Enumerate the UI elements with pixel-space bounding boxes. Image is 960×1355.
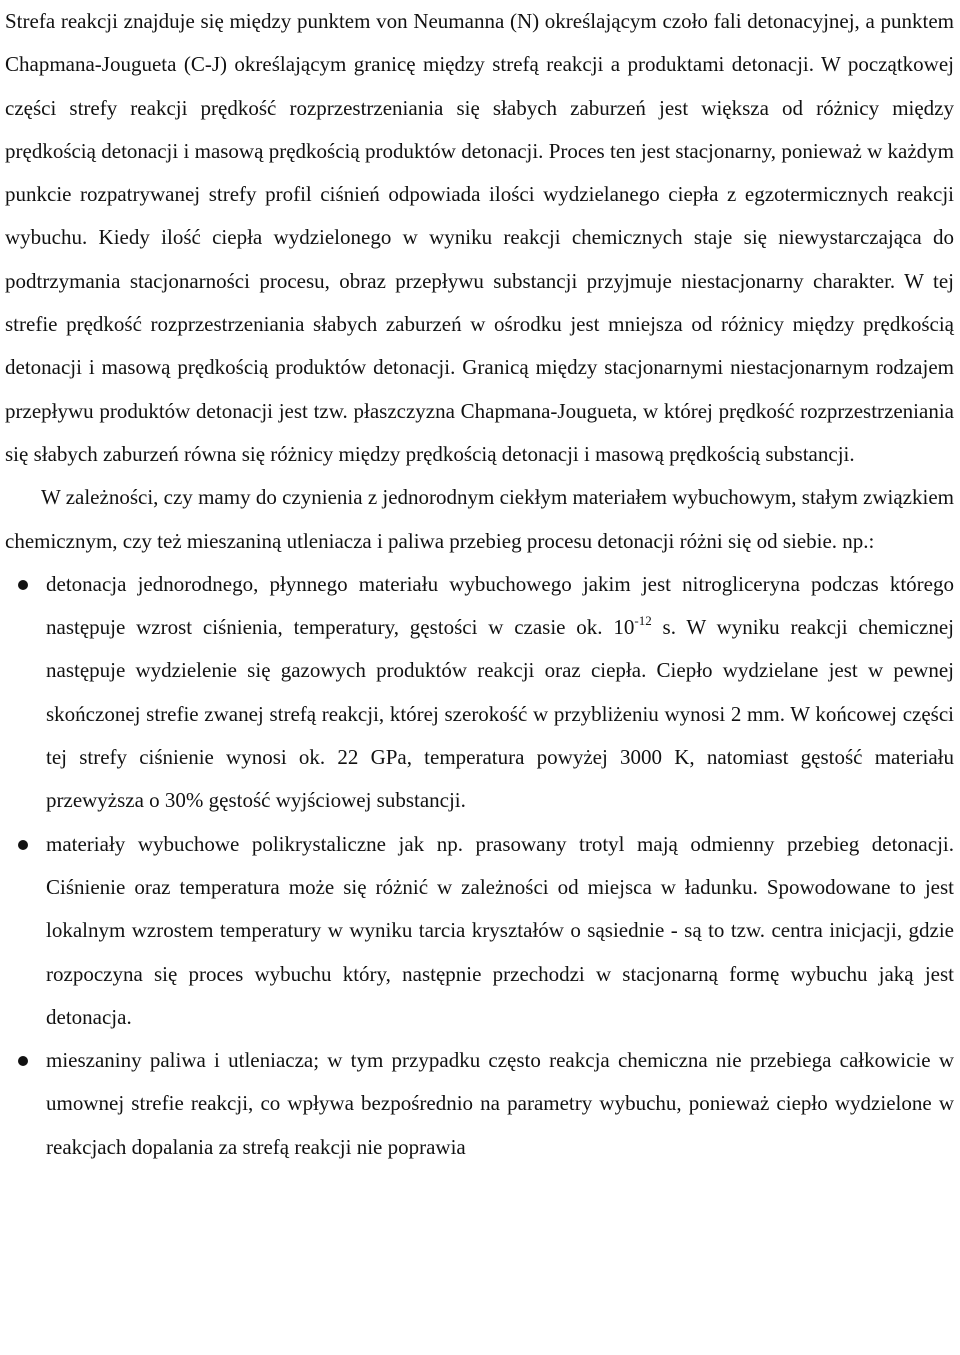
list-item-text: mieszaniny paliwa i utleniacza; w tym przypadku często reakcja chemiczna nie przebiega całkowicie w umownej strefie reakcji, co wpływa bezpośrednio na parametry wybuchu, ponieważ ciepło wydzielone w reakcjach dopalania za strefą reakcji nie poprawia [46,1048,954,1159]
bullet-dot-icon [18,840,28,850]
bullet-dot-icon [18,1056,28,1066]
list-item-polycrystalline [5,823,954,1039]
list-item-nitroglycerin [5,563,954,823]
bullet-list [5,563,954,1169]
list-item-fuel-oxidizer-mixtures [5,1039,954,1169]
exponent: -12 [634,613,652,629]
paragraph-detonation-types: W zależności, czy mamy do czynienia z jednorodnym ciekłym materiałem wybuchowym, stałym związkiem chemicznym, czy też mieszaniną utleniacza i paliwa przebieg procesu detonacji różni się od siebie. np.: [5,485,954,553]
bullet-dot-icon [18,580,28,590]
list-item-text: detonacja jednorodnego, płynnego materiału wybuchowego jakim jest nitrogliceryna podczas którego następuje wzrost ciśnienia, temperatury, gęstości w czasie ok. 10 [46,571,954,640]
list-item-text-continued: s. W wyniku reakcji chemicznej następuje wydzielenie się gazowych produktów reakcji oraz ciepła. Ciepło wydzielane jest w pewnej skończonej strefie zwanej strefą reakcji, której szerokość w przybliżeniu wynosi 2 mm. W końcowej części tej strefy ciśnienie wynosi ok. 22 GPa, temperatura powyżej 3000 K, natomiast gęstość materiału przewyższa o 30% gęstość wyjściowej substancji. [46,615,954,813]
list-item-text: materiały wybuchowe polikrystaliczne jak np. prasowany trotyl mają odmienny przebieg detonacji. Ciśnienie oraz temperatura może się różnić w zależności od miejsca w ładunku. Spowodowane to jest lokalnym wzrostem temperatury w wyniku tarcia kryształów o sąsiednie - są to tzw. centra inicjacji, gdzie rozpoczyna się proces wybuchu który, następnie przechodzi w stacjonarną formę wybuchu jaką jest detonacja. [46,831,954,1029]
paragraph-reaction-zone: Strefa reakcji znajduje się między punktem von Neumanna (N) określającym czoło fali detonacyjnej, a punktem Chapmana-Jougueta (C-J) określającym granicę między strefą reakcji a produktami detonacji. W początkowej części strefy reakcji prędkość rozprzestrzeniania się słabych zaburzeń jest większa od różnicy między prędkością detonacji i masową prędkością produktów detonacji. Proces ten jest stacjonarny, ponieważ w każdym punkcie rozpatrywanej strefy profil ciśnień odpowiada ilości wydzielanego ciepła z egzotermicznych reakcji wybuchu. Kiedy ilość ciepła wydzielonego w wyniku reakcji chemicznych staje się niewystarczająca do podtrzymania stacjonarności procesu, obraz przepływu substancji przyjmuje niestacjonarny charakter. W tej strefie prędkość rozprzestrzeniania słabych zaburzeń w ośrodku jest mniejsza od różnicy między prędkością detonacji i masową prędkością produktów detonacji. Granicą między stacjonarnymi niestacjonarnym rodzajem przepływu produktów detonacji jest tzw. płaszczyzna Chapmana-Jougueta, w której prędkość rozprzestrzeniania się słabych zaburzeń równa się różnicy między prędkością detonacji i masową prędkością substancji. [5,9,954,466]
